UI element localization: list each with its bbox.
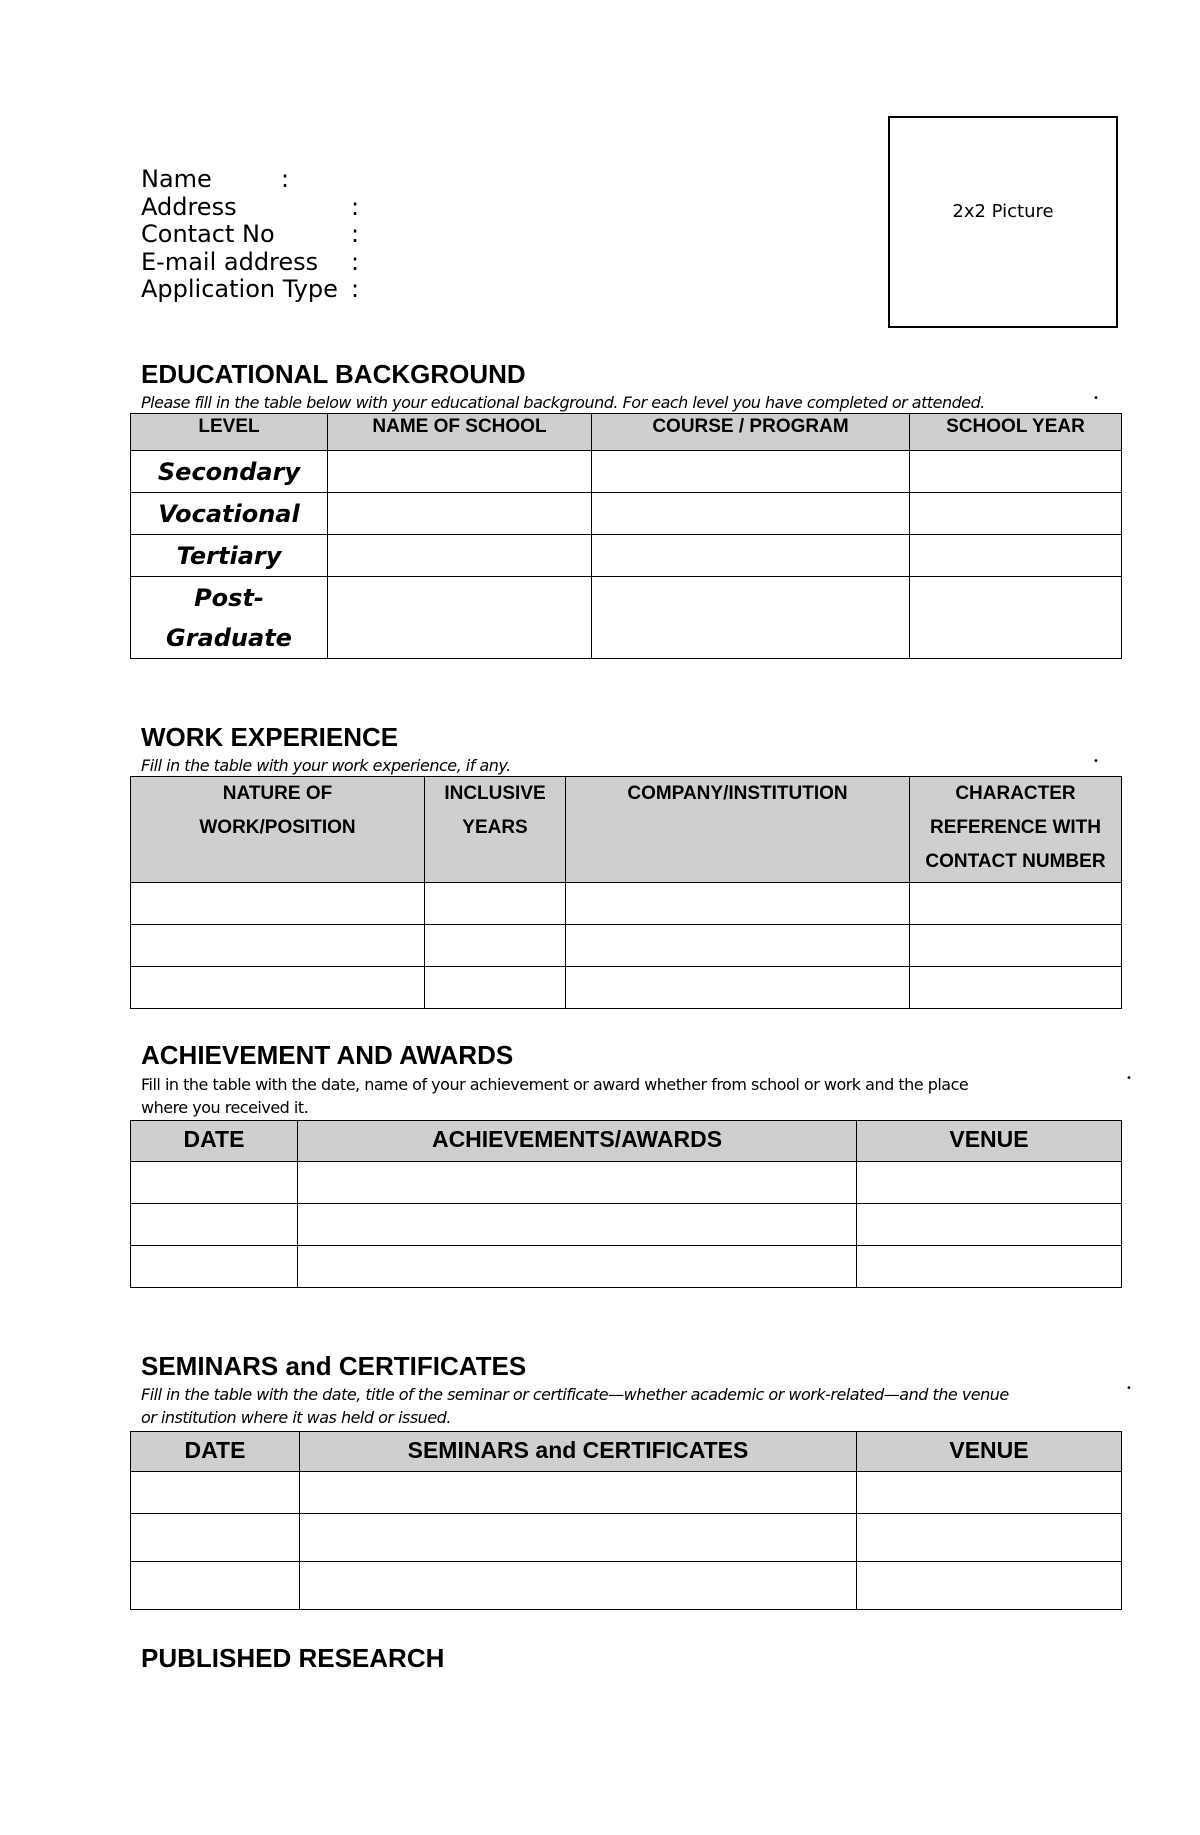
education-table: [130, 413, 1122, 659]
table-row: [131, 493, 1122, 535]
table-row: [131, 1162, 1122, 1204]
table-cell[interactable]: [328, 577, 592, 659]
education-title: EDUCATIONAL BACKGROUND: [141, 359, 526, 389]
table-row: [131, 1562, 1122, 1610]
info-label: E-mail address: [141, 247, 319, 276]
table-cell[interactable]: [910, 493, 1122, 535]
work-instructions: Fill in the table with your work experience, if any.: [141, 756, 511, 775]
level-post-graduate-line1: Post-: [194, 583, 264, 612]
awards-table: [130, 1120, 1122, 1288]
table-row: [131, 967, 1122, 1009]
header-character-reference: [910, 777, 1122, 883]
table-cell[interactable]: [298, 1162, 857, 1204]
header-inclusive-years: [425, 777, 566, 883]
table-cell[interactable]: [910, 883, 1122, 925]
table-row: [131, 1204, 1122, 1246]
table-row: [131, 883, 1122, 925]
table-cell[interactable]: [131, 1204, 298, 1246]
bullet-mark: •: [1093, 393, 1099, 404]
header-company-institution: [566, 777, 910, 883]
table-row: [131, 577, 1122, 659]
table-row: [131, 925, 1122, 967]
header-course-program: COURSE / PROGRAM: [592, 414, 910, 451]
level-post-graduate: [131, 577, 328, 659]
awards-instructions-line1: Fill in the table with the date, name of your achievement or award whether from school or work and the place: [141, 1075, 969, 1094]
seminars-instructions-line1: Fill in the table with the date, title of the seminar or certificate—whether academic or work-related—and the venue: [141, 1385, 1009, 1404]
seminars-instructions-line2: or institution where it was held or issued.: [141, 1408, 451, 1427]
table-cell[interactable]: [857, 1562, 1122, 1610]
table-cell[interactable]: [592, 577, 910, 659]
header-venue: VENUE: [857, 1121, 1122, 1162]
info-label: Name: [141, 165, 212, 193]
header-achievements-awards: ACHIEVEMENTS/AWARDS: [298, 1121, 857, 1162]
table-cell[interactable]: [131, 1472, 300, 1514]
level-vocational: Vocational: [131, 493, 328, 535]
table-cell[interactable]: [300, 1514, 857, 1562]
table-cell[interactable]: [857, 1162, 1122, 1204]
table-row: [131, 535, 1122, 577]
level-secondary: Secondary: [131, 451, 328, 493]
level-post-graduate-line2: Graduate: [166, 623, 292, 652]
table-cell[interactable]: [857, 1246, 1122, 1288]
table-cell[interactable]: [298, 1204, 857, 1246]
education-instructions: Please fill in the table below with your educational background. For each level you have completed or attended.: [141, 393, 985, 412]
table-cell[interactable]: [131, 883, 425, 925]
bullet-mark: •: [1126, 1383, 1132, 1394]
table-cell[interactable]: [910, 535, 1122, 577]
header-line: CONTACT NUMBER: [925, 851, 1106, 872]
table-cell[interactable]: [592, 493, 910, 535]
table-cell[interactable]: [857, 1204, 1122, 1246]
table-row: [131, 1472, 1122, 1514]
table-cell[interactable]: [910, 451, 1122, 493]
info-colon: :: [351, 247, 360, 276]
header-date: DATE: [131, 1432, 300, 1472]
header-date: DATE: [131, 1121, 298, 1162]
table-cell[interactable]: [300, 1472, 857, 1514]
table-cell[interactable]: [131, 1514, 300, 1562]
awards-title: ACHIEVEMENT AND AWARDS: [141, 1040, 514, 1070]
header-line: WORK/POSITION: [199, 817, 356, 838]
seminars-table: [130, 1431, 1122, 1610]
header-level: LEVEL: [131, 414, 328, 451]
table-row: [131, 1514, 1122, 1562]
table-row: [131, 451, 1122, 493]
table-cell[interactable]: [592, 451, 910, 493]
header-school-year: SCHOOL YEAR: [910, 414, 1122, 451]
level-tertiary: Tertiary: [131, 535, 328, 577]
bullet-mark: •: [1126, 1073, 1132, 1084]
info-colon: :: [351, 192, 360, 221]
info-label: Address: [141, 192, 237, 221]
table-cell[interactable]: [910, 967, 1122, 1009]
table-cell[interactable]: [857, 1472, 1122, 1514]
info-colon: :: [351, 275, 360, 303]
table-cell[interactable]: [328, 535, 592, 577]
table-cell[interactable]: [910, 925, 1122, 967]
table-cell[interactable]: [300, 1562, 857, 1610]
table-cell[interactable]: [857, 1514, 1122, 1562]
table-cell[interactable]: [592, 535, 910, 577]
header-venue: VENUE: [857, 1432, 1122, 1472]
info-colon: :: [351, 220, 360, 248]
info-colon: :: [281, 165, 290, 193]
info-label: Contact No: [141, 220, 275, 248]
photo-label: 2x2 Picture: [952, 200, 1054, 222]
seminars-title: SEMINARS and CERTIFICATES: [141, 1351, 527, 1381]
work-table: [130, 776, 1122, 1009]
header-line: COMPANY/INSTITUTION: [627, 783, 848, 804]
table-cell[interactable]: [131, 967, 425, 1009]
table-cell[interactable]: [131, 1162, 298, 1204]
table-cell[interactable]: [328, 451, 592, 493]
awards-instructions-line2: where you received it.: [141, 1098, 309, 1117]
work-title: WORK EXPERIENCE: [141, 722, 399, 752]
header-nature-of-work: [131, 777, 425, 883]
photo-box: [888, 116, 1118, 328]
header-line: NATURE OF: [222, 783, 333, 804]
table-row: [131, 1246, 1122, 1288]
table-cell[interactable]: [131, 1246, 298, 1288]
header-line: CHARACTER: [955, 783, 1076, 804]
table-cell[interactable]: [328, 493, 592, 535]
header-seminars-certificates: SEMINARS and CERTIFICATES: [300, 1432, 857, 1472]
table-cell[interactable]: [910, 577, 1122, 659]
table-cell[interactable]: [425, 967, 566, 1009]
table-cell[interactable]: [425, 883, 566, 925]
table-cell[interactable]: [131, 1562, 300, 1610]
header-name-of-school: NAME OF SCHOOL: [328, 414, 592, 451]
header-line: YEARS: [462, 817, 528, 838]
table-cell[interactable]: [566, 883, 910, 925]
header-line: INCLUSIVE: [444, 783, 546, 804]
research-title: PUBLISHED RESEARCH: [141, 1643, 445, 1673]
info-label: Application Type: [141, 275, 338, 303]
table-cell[interactable]: [425, 925, 566, 967]
header-line: REFERENCE WITH: [930, 817, 1101, 838]
table-cell[interactable]: [298, 1246, 857, 1288]
table-cell[interactable]: [131, 925, 425, 967]
bullet-mark: •: [1093, 756, 1099, 767]
table-cell[interactable]: [566, 967, 910, 1009]
table-cell[interactable]: [566, 925, 910, 967]
